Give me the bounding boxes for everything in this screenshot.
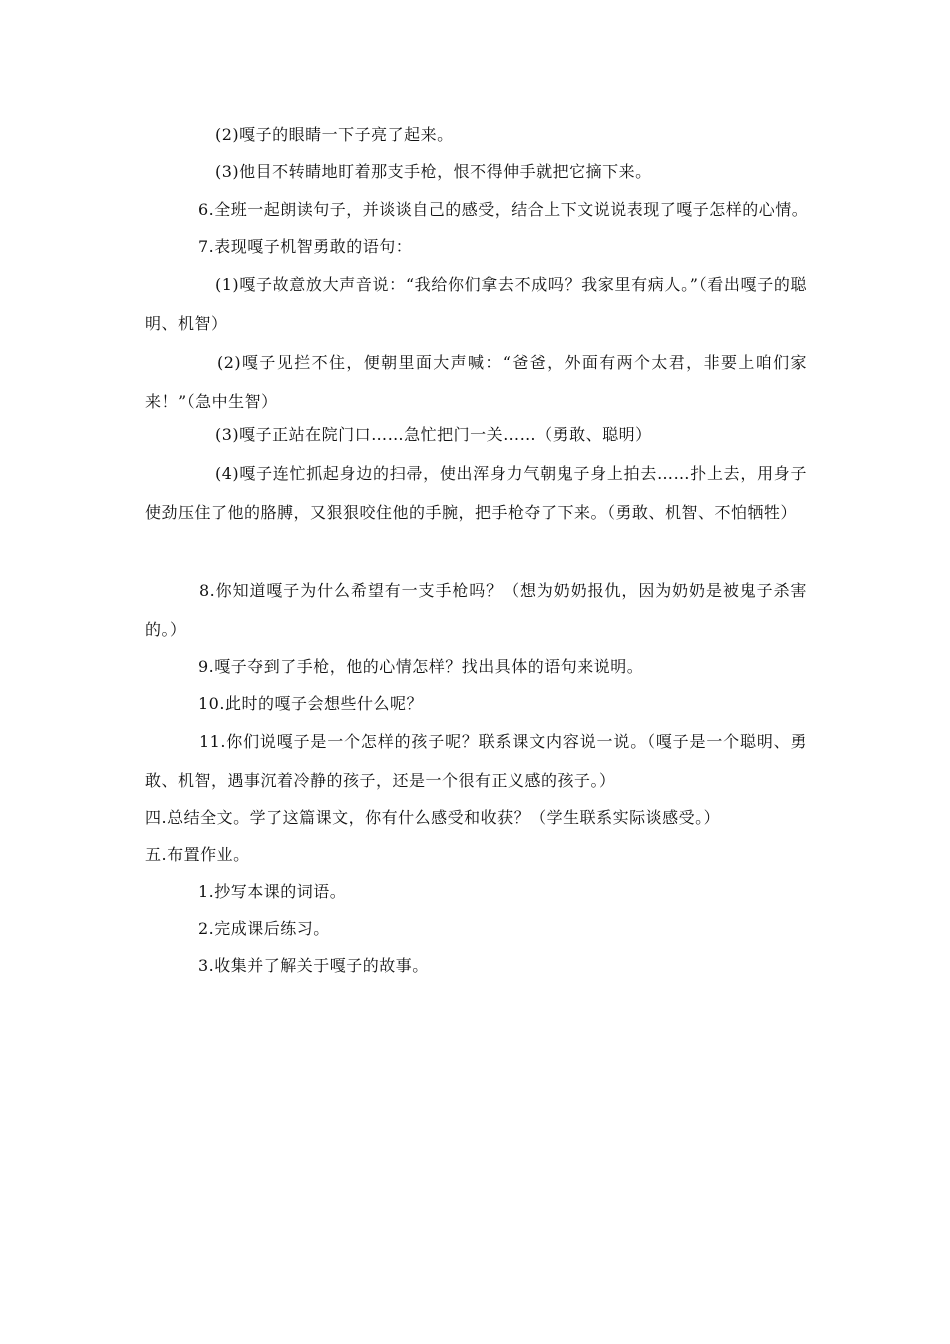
text-line: (3)嘎子正站在院门口……急忙把门一关……（勇敢、聪明） <box>215 425 652 444</box>
text-line: 6.全班一起朗读句子，并谈谈自己的感受，结合上下文说说表现了嘎子怎样的心情。 <box>198 200 809 219</box>
text-paragraph: 8.你知道嘎子为什么希望有一支手枪吗？（想为奶奶报仇，因为奶奶是被鬼子杀害的。） <box>145 581 807 639</box>
text-line: (3)他目不转睛地盯着那支手枪，恨不得伸手就把它摘下来。 <box>215 162 652 181</box>
text-paragraph: 11.你们说嘎子是一个怎样的孩子呢？联系课文内容说一说。（嘎子是一个聪明、勇敢、机智，遇事沉着冷静的孩子，还是一个很有正义感的孩子。） <box>145 732 807 790</box>
text-line: 9.嘎子夺到了手枪，他的心情怎样？找出具体的语句来说明。 <box>198 657 644 676</box>
text-paragraph: (4)嘎子连忙抓起身边的扫帚，使出浑身力气朝鬼子身上拍去……扑上去，用身子使劲压住了他的胳膊，又狠狠咬住他的手腕，把手枪夺了下来。（勇敢、机智、不怕牺牲） <box>145 464 807 522</box>
text-paragraph: (1)嘎子故意放大声音说：“我给你们拿去不成吗？我家里有病人。”（看出嘎子的聪明、机智） <box>145 275 807 333</box>
text-line: 3.收集并了解关于嘎子的故事。 <box>198 956 429 975</box>
text-line: 2.完成课后练习。 <box>198 919 330 938</box>
text-line: 1.抄写本课的词语。 <box>198 882 347 901</box>
text-paragraph: (2)嘎子见拦不住，便朝里面大声喊：“爸爸，外面有两个太君，非要上咱们家来！”（急中生智） <box>145 353 807 411</box>
section-heading: 五.布置作业。 <box>145 845 250 864</box>
text-line: 7.表现嘎子机智勇敢的语句： <box>198 237 413 256</box>
text-line: 10.此时的嘎子会想些什么呢？ <box>198 694 423 713</box>
text-line: (2)嘎子的眼睛一下子亮了起来。 <box>215 125 454 144</box>
section-heading: 四.总结全文。学了这篇课文，你有什么感受和收获？（学生联系实际谈感受。） <box>145 808 721 827</box>
